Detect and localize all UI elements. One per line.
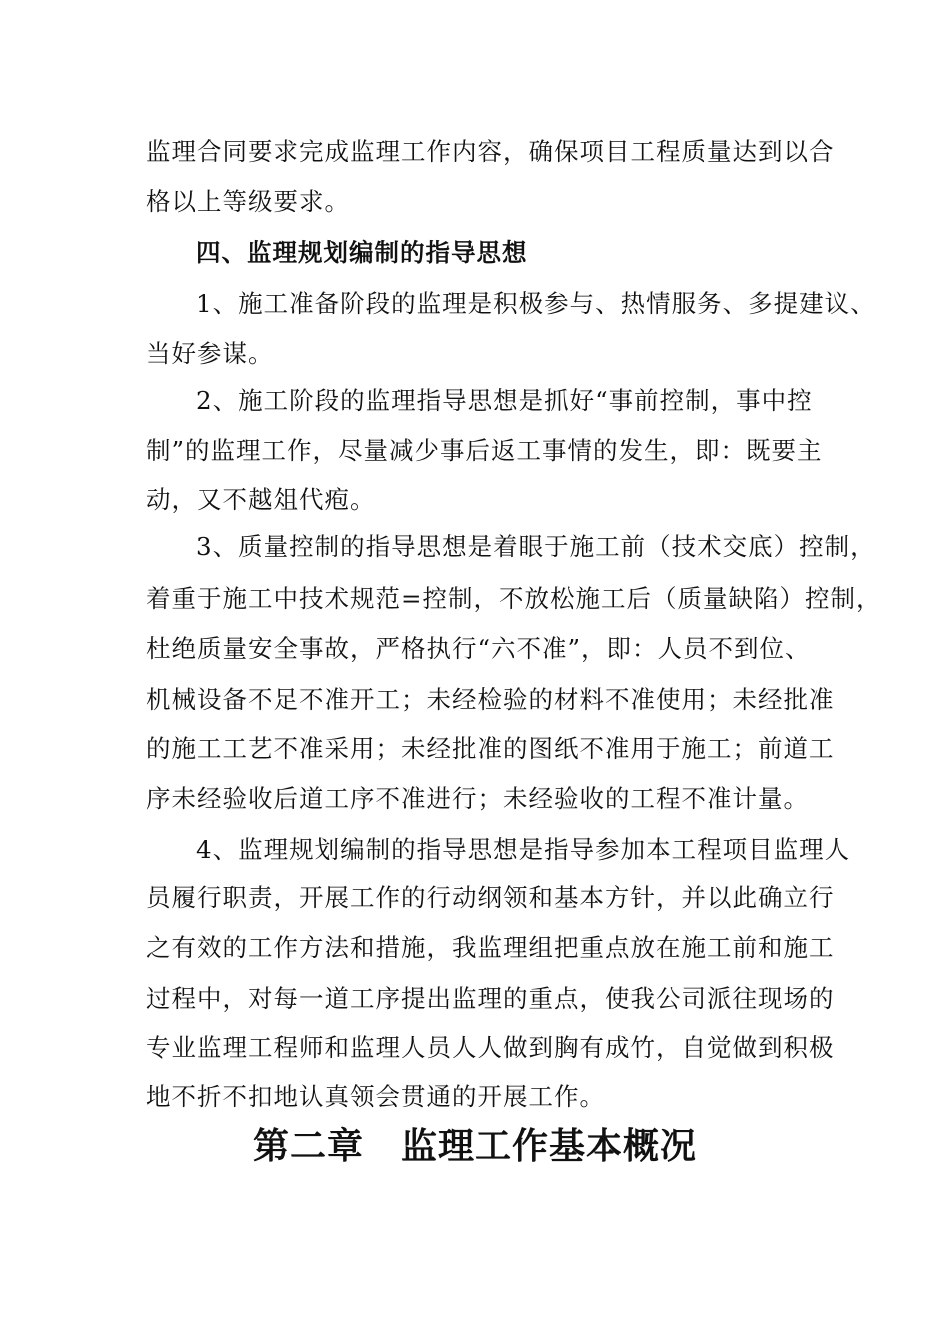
item-3-line: 杜绝质量安全事故，严格执行“六不准”，即：人员不到位、 xyxy=(146,634,811,663)
chapter-title: 第二章 监理工作基本概况 xyxy=(252,1126,697,1167)
item-2-line: 2、施工阶段的监理指导思想是抓好“事前控制，事中控 xyxy=(196,386,813,415)
section-heading: 四、监理规划编制的指导思想 xyxy=(196,238,528,267)
item-3-line: 序未经验收后道工序不准进行；未经验收的工程不准计量。 xyxy=(146,784,809,813)
item-1-line: 当好参谋。 xyxy=(146,339,274,368)
item-3-line: 3、质量控制的指导思想是着眼于施工前（技术交底）控制， xyxy=(196,532,876,561)
item-4-line: 专业监理工程师和监理人员人人做到胸有成竹，自觉做到积极 xyxy=(146,1033,835,1062)
item-2-line: 动，又不越俎代疱。 xyxy=(146,485,376,514)
item-3-line: 的施工工艺不准采用；未经批准的图纸不准用于施工；前道工 xyxy=(146,734,835,763)
item-3-line: 着重于施工中技术规范=控制，不放松施工后（质量缺陷）控制， xyxy=(146,584,882,613)
item-3-line: 机械设备不足不准开工；未经检验的材料不准使用；未经批准 xyxy=(146,685,835,714)
paragraph-line: 格以上等级要求。 xyxy=(146,187,350,216)
item-2-line: 制”的监理工作，尽量减少事后返工事情的发生，即：既要主 xyxy=(146,436,823,465)
item-1-line: 1、施工准备阶段的监理是积极参与、热情服务、多提建议、 xyxy=(196,289,876,318)
item-4-line: 地不折不扣地认真领会贯通的开展工作。 xyxy=(146,1082,605,1111)
item-4-line: 之有效的工作方法和措施，我监理组把重点放在施工前和施工 xyxy=(146,933,835,962)
item-4-line: 过程中，对每一道工序提出监理的重点，使我公司派往现场的 xyxy=(146,984,835,1013)
item-4-line: 4、监理规划编制的指导思想是指导参加本工程项目监理人 xyxy=(196,835,851,864)
paragraph-line: 监理合同要求完成监理工作内容，确保项目工程质量达到以合 xyxy=(146,137,835,166)
item-4-line: 员履行职责，开展工作的行动纲领和基本方针，并以此确立行 xyxy=(146,883,835,912)
